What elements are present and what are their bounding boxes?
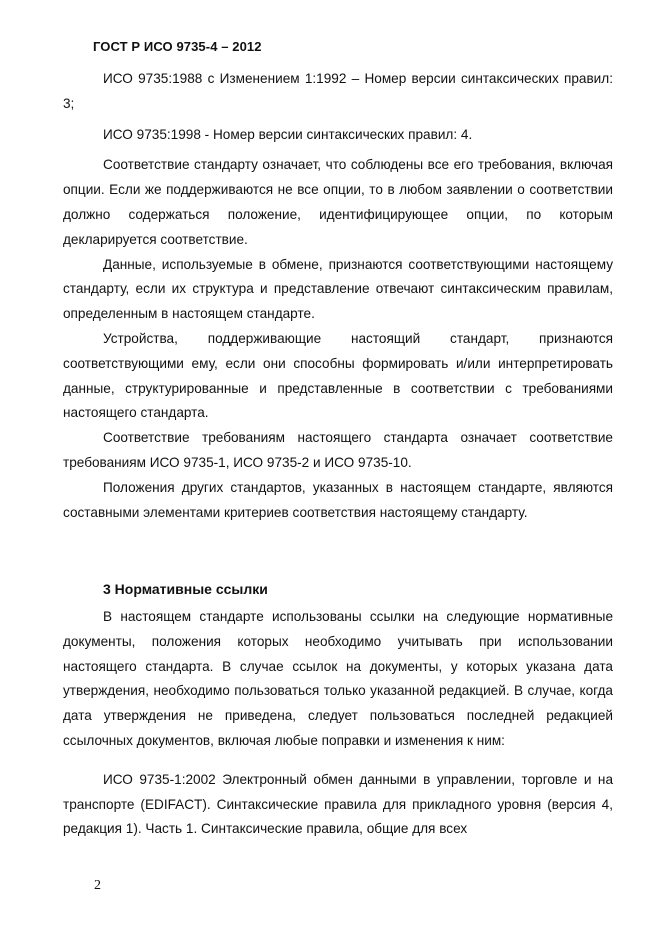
paragraph-references-intro: В настоящем стандарте использованы ссылки на следующие нормативные документы, положения которых необходимо учитывать при использовании настоящего стандарта. В случае ссылок на документы, у которых указана дата утверждения, необходимо пользоваться только указанной редакцией. В случае, когда дата утверждения не приведена, следует пользоваться последней редакцией ссылочных документов, включая любые поправки и изменения к ним: bbox=[63, 609, 613, 748]
document-header: ГОСТ Р ИСО 9735-4 – 2012 bbox=[93, 39, 262, 54]
paragraph-data-conformance: Данные, используемые в обмене, признаются соответствующими настоящему стандарту, если их структура и представление отвечают синтаксическим правилам, определенным в настоящем стандарте. bbox=[63, 256, 613, 322]
paragraph-device-conformance: Устройства, поддерживающие настоящий стандарт, признаются соответствующими ему, если они способны формировать и/или интерпретировать данные, структурированные и представленные в соответствии с требованиями настоящего стандарта. bbox=[63, 330, 613, 421]
paragraph-other-standards: Положения других стандартов, указанных в настоящем стандарте, являются составными элементами критериев соответствия настоящему стандарту. bbox=[63, 479, 613, 520]
page-number: 2 bbox=[94, 878, 101, 893]
paragraph-conformance-definition: Соответствие стандарту означает, что соблюдены все его требования, включая опции. Если же поддерживаются не все опции, то в любом заявлении о соответствии должно содержаться положение, идентифицирующее опции, по которым декларируется соответствие. bbox=[63, 157, 613, 247]
paragraph-version-1998: ИСО 9735:1998 - Номер версии синтаксических правил: 4. bbox=[103, 126, 473, 142]
paragraph-reference-iso-9735-1: ИСО 9735-1:2002 Электронный обмен данными в управлении, торговле и на транспорте (EDIFACT). Синтаксические правила для прикладного уровня (версия 4, редакция 1). Часть 1. Синтаксические правила, общие для всех bbox=[63, 771, 613, 837]
paragraph-related-standards: Соответствие требованиям настоящего стандарта означает соответствие требованиям ИСО 9735-1, ИСО 9735-2 и ИСО 9735-10. bbox=[63, 430, 613, 470]
body-text bbox=[63, 67, 613, 525]
section-heading-normative-references: 3 Нормативные ссылки bbox=[103, 581, 268, 597]
paragraph-version-1988: ИСО 9735:1988 с Изменением 1:1992 – Номер версии синтаксических правил: 3; bbox=[63, 71, 613, 111]
section-body-normative-references bbox=[63, 605, 613, 842]
